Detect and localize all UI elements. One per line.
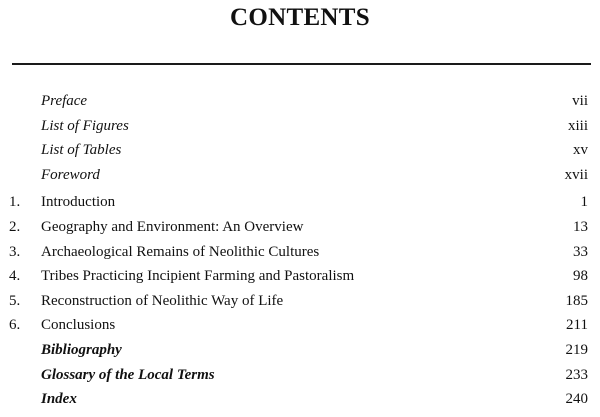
entry-title: Glossary of the Local Terms (41, 366, 215, 383)
entry-page: 240 (565, 391, 588, 408)
toc-entry-bibliography (0, 338, 600, 363)
toc-entry-index (0, 387, 600, 412)
toc-entry-preface (0, 89, 600, 114)
chapter-number: 6. (9, 317, 21, 334)
entry-page: 13 (573, 218, 588, 235)
toc-entry-glossary (0, 363, 600, 388)
chapter-number: 3. (9, 243, 21, 260)
toc-entry-chapter-3 (0, 240, 600, 265)
entry-page: 98 (573, 268, 588, 285)
entry-title: Reconstruction of Neolithic Way of Life (41, 292, 284, 309)
chapter-number: 2. (9, 218, 21, 235)
entry-title: Preface (41, 93, 88, 109)
table-of-contents (0, 89, 600, 412)
toc-entry-list-of-tables (0, 138, 600, 163)
entry-page: xv (573, 142, 588, 159)
toc-entry-chapter-6 (0, 313, 600, 338)
entry-title: Foreword (41, 166, 100, 183)
horizontal-rule (12, 63, 591, 65)
entry-page: 185 (565, 292, 588, 309)
entry-page: xvii (564, 166, 588, 183)
toc-entry-chapter-1 (0, 190, 600, 215)
toc-entry-list-of-figures (0, 114, 600, 139)
chapter-number: 4. (9, 268, 21, 285)
entry-page: xiii (567, 117, 588, 134)
entry-title: Geography and Environment: An Overview (41, 218, 304, 235)
entry-page: 211 (566, 317, 588, 334)
entry-page: 233 (565, 366, 588, 383)
entry-title: Bibliography (41, 341, 122, 358)
chapter-number: 5. (9, 292, 21, 309)
entry-title: List of Figures (41, 117, 129, 134)
toc-entry-chapter-4 (0, 264, 600, 289)
entry-title: Archaeological Remains of Neolithic Cultures (41, 243, 320, 260)
entry-title: Tribes Practicing Incipient Farming and Pastoralism (41, 268, 355, 285)
entry-page: 1 (580, 194, 588, 211)
toc-entry-chapter-5 (0, 289, 600, 314)
entry-page: vii (572, 93, 588, 109)
toc-entry-foreword (0, 163, 600, 188)
entry-page: 219 (565, 341, 588, 358)
entry-title: List of Tables (41, 142, 122, 159)
toc-entry-chapter-2 (0, 215, 600, 240)
page-title: CONTENTS (230, 4, 370, 31)
entry-title: Index (41, 391, 77, 408)
entry-title: Introduction (41, 194, 116, 211)
chapter-number: 1. (9, 194, 21, 211)
entry-page: 33 (573, 243, 588, 260)
entry-title: Conclusions (41, 317, 116, 334)
